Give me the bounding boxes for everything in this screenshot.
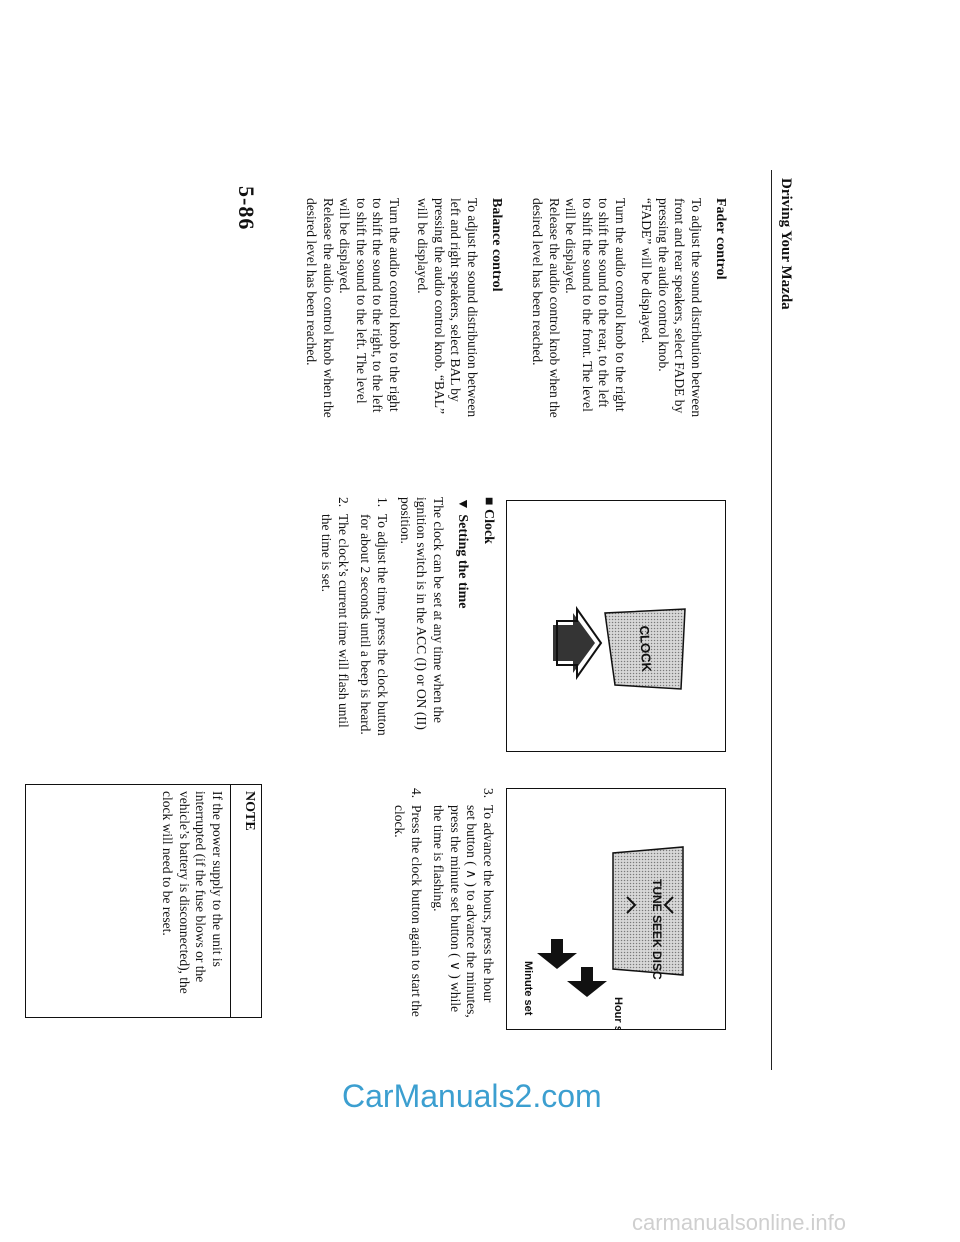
note-box	[25, 784, 262, 1018]
clock-steps-list-2	[391, 788, 496, 1020]
hour-set-label: Hour set	[612, 997, 624, 1029]
clock-step: 2. The clock’s current time will flash until the time is set.	[319, 497, 351, 728]
fader-heading: Fader control	[713, 198, 728, 280]
minute-set-label: Minute set	[522, 961, 534, 1016]
fader-paragraph-3: Release the audio control knob when the desired level has been reached.	[530, 198, 562, 418]
clock-step: 3. To advance the hours, press the hour set button ( ∧ ) to advance the minutes, press the minute set button ( ∨ ) while the time is flashing.	[431, 788, 496, 1018]
clock-heading: ■ Clock	[481, 497, 496, 544]
clock-step: 1. To adjust the time, press the clock button for about 2 seconds until a beep is heard.	[358, 497, 390, 736]
balance-heading: Balance control	[489, 198, 504, 292]
watermark-carmanuals2: CarManuals2.com	[342, 1078, 602, 1114]
clock-button-label: CLOCK	[636, 625, 655, 673]
balance-paragraph-2: Turn the audio control knob to the right to shift the sound to the right, to the left to shift the sound to the left. The level will be displayed.	[337, 198, 402, 413]
tune-button-shape	[613, 847, 683, 975]
tune-button-label: TUNE SEEK DISC	[650, 879, 664, 980]
page-header: Driving Your Mazda	[778, 178, 794, 310]
clock-step: 4. Press the clock button again to start the clock.	[392, 788, 424, 1017]
fader-paragraph-1: To adjust the sound distribution between front and rear speakers, select FADE by pressing the audio control knob. “FADE” will be displayed.	[639, 198, 704, 418]
clock-intro: The clock can be set at any time when the ignition switch is in the ACC (I) or ON (II) position.	[398, 497, 446, 730]
balance-paragraph-3: Release the audio control knob when the desired level has been reached.	[304, 198, 336, 418]
clock-button-illustration	[507, 501, 725, 751]
hour-set-arrow-icon	[567, 967, 607, 997]
fader-paragraph-2: Turn the audio control knob to the right to shift the sound to the rear, to the left to shift the sound to the front. The level will be displayed.	[563, 198, 628, 412]
clock-steps-list	[318, 497, 390, 747]
page-number: 5-86	[234, 186, 259, 231]
tune-seek-disc-illustration	[507, 789, 725, 1029]
balance-paragraph-1: To adjust the sound distribution between left and right speakers, select BAL by pressing the audio control knob. “BAL” will be displayed.	[415, 198, 480, 418]
figure-tune-seek-disc	[506, 788, 726, 1030]
note-heading: NOTE	[242, 791, 257, 831]
minute-set-arrow-icon	[537, 939, 577, 969]
watermark-carmanualsonline: carmanualsonline.info	[632, 1210, 847, 1235]
note-body: If the power supply to the unit is interrupted (if the fuse blows or the vehicle’s battery is disconnected), the clock will need to be reset.	[160, 791, 225, 994]
setting-time-heading: ▼ Setting the time	[455, 497, 470, 609]
header-rule	[771, 170, 772, 1070]
note-divider	[230, 785, 231, 1017]
figure-clock-button	[506, 500, 726, 752]
